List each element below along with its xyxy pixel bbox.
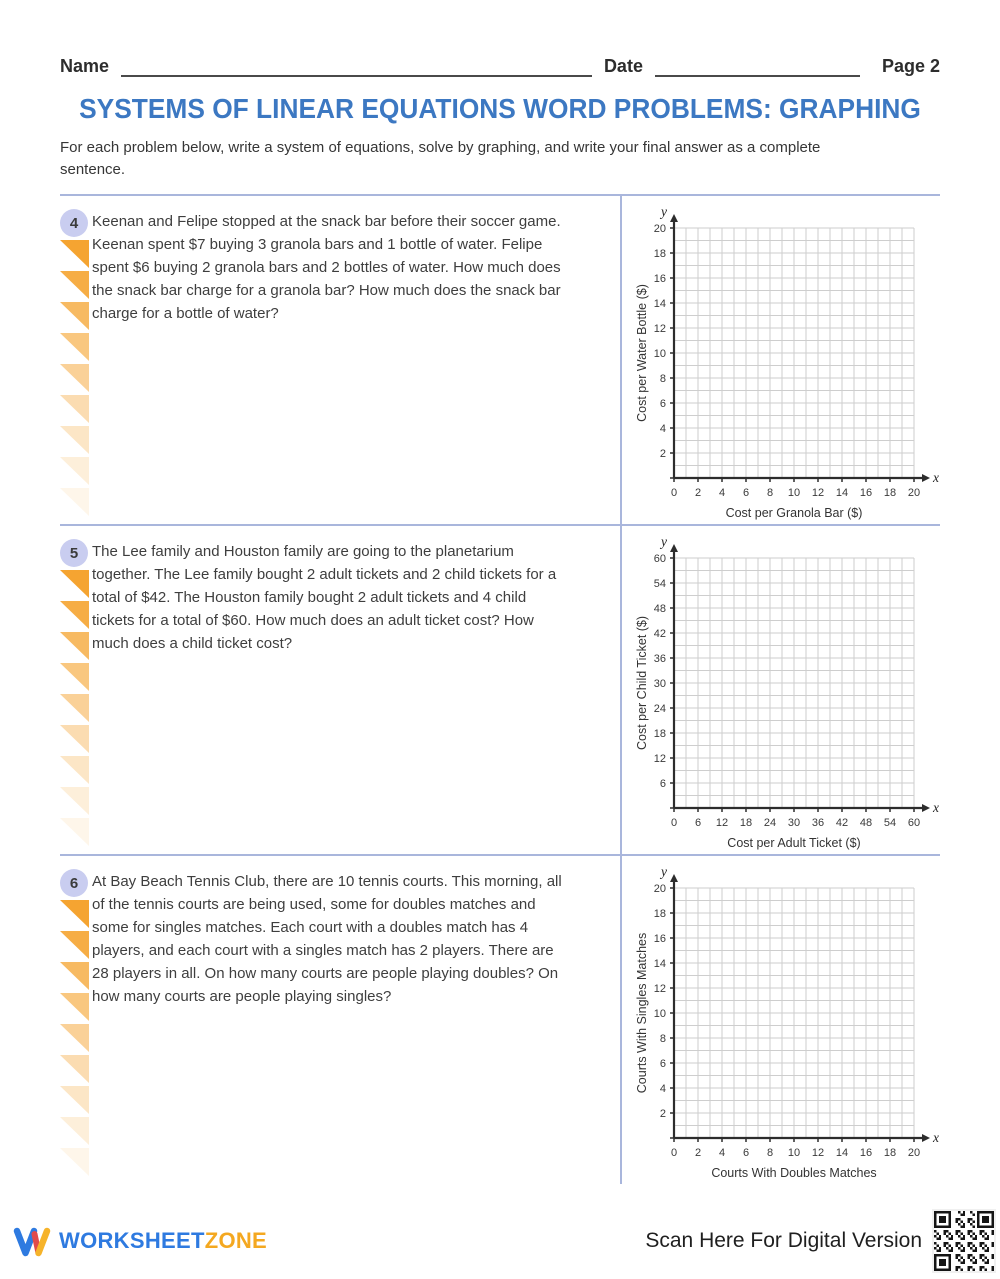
qr-code [932, 1209, 996, 1273]
problem-5 [60, 526, 620, 854]
svg-text:18: 18 [653, 728, 666, 740]
svg-text:42: 42 [835, 817, 849, 829]
scan-here-label: Scan Here For Digital Version [645, 1229, 922, 1252]
brand-text [59, 1228, 267, 1254]
svg-text:14: 14 [835, 487, 849, 499]
date-blank-line [655, 57, 860, 77]
svg-text:8: 8 [659, 1033, 666, 1045]
y-axis-letter: y [661, 536, 667, 549]
y-axis-label: Cost per Child Ticket ($) [635, 615, 649, 751]
svg-text:6: 6 [742, 487, 750, 499]
svg-text:0: 0 [670, 487, 678, 499]
y-axis-letter: y [661, 206, 667, 219]
svg-text:8: 8 [659, 373, 666, 385]
problem-4 [60, 196, 620, 524]
problem-text: The Lee family and Houston family are going to the planetarium together. The Lee family bought 2 adult tickets and 2 child tickets for a total of $42. The Houston family bought 2 adult tickets and 4 child tickets for a total of $60. How much does an adult ticket cost? How much does a child ticket cost? [92, 543, 557, 652]
svg-text:12: 12 [715, 817, 729, 829]
footer-right [645, 1209, 996, 1273]
problem-number-badge: 4 [60, 209, 88, 237]
svg-text:2: 2 [659, 1108, 666, 1120]
svg-text:18: 18 [883, 1147, 897, 1159]
date-label: Date [603, 56, 643, 76]
svg-text:42: 42 [653, 628, 666, 640]
svg-text:6: 6 [659, 778, 666, 790]
y-axis-label: Cost per Water Bottle ($) [635, 284, 649, 422]
svg-text:48: 48 [859, 817, 873, 829]
svg-text:8: 8 [766, 487, 774, 499]
svg-text:16: 16 [653, 273, 666, 285]
svg-text:12: 12 [811, 487, 825, 499]
svg-text:36: 36 [653, 653, 666, 665]
graph-svg [632, 206, 952, 522]
name-label: Name [60, 56, 110, 76]
svg-text:16: 16 [653, 933, 666, 945]
svg-text:18: 18 [883, 487, 897, 499]
page-title: SYSTEMS OF LINEAR EQUATIONS WORD PROBLEMS: GRAPHING [79, 93, 921, 124]
header [60, 56, 940, 77]
svg-text:6: 6 [659, 398, 666, 410]
brand-zone: ZONE [204, 1228, 268, 1253]
svg-text:60: 60 [653, 553, 666, 565]
svg-text:10: 10 [787, 487, 801, 499]
problem-text: At Bay Beach Tennis Club, there are 10 tennis courts. This morning, all of the tennis courts are being used, some for doubles matches and some for singles matches. Each court with a doubles match has 4 players, and each court with a singles match has 2 players. There are 28 players in all. On how many courts are people playing doubles? On how many courts are people playing singles? [92, 873, 562, 1005]
x-axis-label: Courts With Doubles Matches [711, 1166, 877, 1180]
w-logo-mark [12, 1222, 52, 1260]
worksheet-zone-brand [12, 1222, 267, 1260]
svg-text:12: 12 [653, 753, 666, 765]
svg-text:18: 18 [739, 817, 753, 829]
svg-text:4: 4 [659, 423, 666, 435]
graph-svg [632, 866, 952, 1182]
svg-text:30: 30 [787, 817, 801, 829]
svg-text:18: 18 [653, 908, 666, 920]
svg-text:8: 8 [766, 1147, 774, 1159]
svg-text:14: 14 [653, 958, 666, 970]
problem-number-badge: 6 [60, 869, 88, 897]
svg-text:20: 20 [907, 1147, 921, 1159]
problems-area [60, 194, 940, 1184]
svg-text:60: 60 [907, 817, 921, 829]
svg-text:48: 48 [653, 603, 666, 615]
svg-text:4: 4 [659, 1083, 666, 1095]
svg-text:6: 6 [742, 1147, 750, 1159]
svg-text:20: 20 [907, 487, 921, 499]
problem-section-4 [60, 194, 940, 524]
svg-text:24: 24 [653, 703, 666, 715]
svg-text:16: 16 [859, 487, 873, 499]
problem-section-6 [60, 854, 940, 1184]
x-axis-letter: x [933, 470, 939, 485]
svg-text:2: 2 [694, 1147, 702, 1159]
problem-6 [60, 856, 620, 1184]
svg-text:4: 4 [718, 487, 726, 499]
svg-text:10: 10 [787, 1147, 801, 1159]
svg-text:54: 54 [883, 817, 897, 829]
svg-text:18: 18 [653, 248, 666, 260]
x-axis-letter: x [933, 1130, 939, 1145]
brand-worksheet: WORKSHEET [59, 1228, 205, 1253]
svg-text:20: 20 [653, 883, 666, 895]
graph-6 [620, 856, 952, 1184]
svg-text:12: 12 [653, 983, 666, 995]
svg-text:4: 4 [718, 1147, 726, 1159]
svg-text:20: 20 [653, 223, 666, 235]
y-axis-letter: y [661, 866, 667, 879]
y-axis-label: Courts With Singles Matches [635, 932, 649, 1094]
svg-text:2: 2 [659, 448, 666, 460]
graph-svg [632, 536, 952, 852]
svg-text:36: 36 [811, 817, 825, 829]
x-axis-label: Cost per Granola Bar ($) [725, 506, 863, 520]
svg-text:10: 10 [653, 348, 666, 360]
svg-text:54: 54 [653, 578, 666, 590]
graph-5 [620, 526, 952, 854]
x-axis-letter: x [933, 800, 939, 815]
triangle-decoration [60, 570, 89, 849]
triangle-decoration [60, 240, 89, 519]
svg-text:14: 14 [835, 1147, 849, 1159]
page-number: Page 2 [881, 56, 940, 76]
triangle-decoration [60, 900, 89, 1179]
footer [0, 1209, 1000, 1279]
svg-text:6: 6 [694, 817, 702, 829]
svg-text:30: 30 [653, 678, 666, 690]
svg-text:0: 0 [670, 817, 678, 829]
svg-text:24: 24 [763, 817, 777, 829]
instructions-text: For each problem below, write a system of equations, solve by graphing, and write your final answer as a complete sentence. [60, 139, 821, 178]
svg-text:10: 10 [653, 1008, 666, 1020]
svg-text:16: 16 [859, 1147, 873, 1159]
svg-text:0: 0 [670, 1147, 678, 1159]
problem-section-5 [60, 524, 940, 854]
x-axis-label: Cost per Adult Ticket ($) [727, 836, 861, 850]
graph-4 [620, 196, 952, 524]
svg-text:12: 12 [811, 1147, 825, 1159]
problem-text: Keenan and Felipe stopped at the snack bar before their soccer game. Keenan spent $7 buying 3 granola bars and 1 bottle of water. Felipe spent $6 buying 2 granola bars and 2 bottles of water. How much does the snack bar charge for a granola bar? How much does the snack bar charge for a bottle of water? [92, 213, 561, 322]
svg-text:6: 6 [659, 1058, 666, 1070]
svg-text:2: 2 [694, 487, 702, 499]
name-blank-line [121, 57, 592, 77]
svg-text:12: 12 [653, 323, 666, 335]
problem-number-badge: 5 [60, 539, 88, 567]
svg-text:14: 14 [653, 298, 666, 310]
